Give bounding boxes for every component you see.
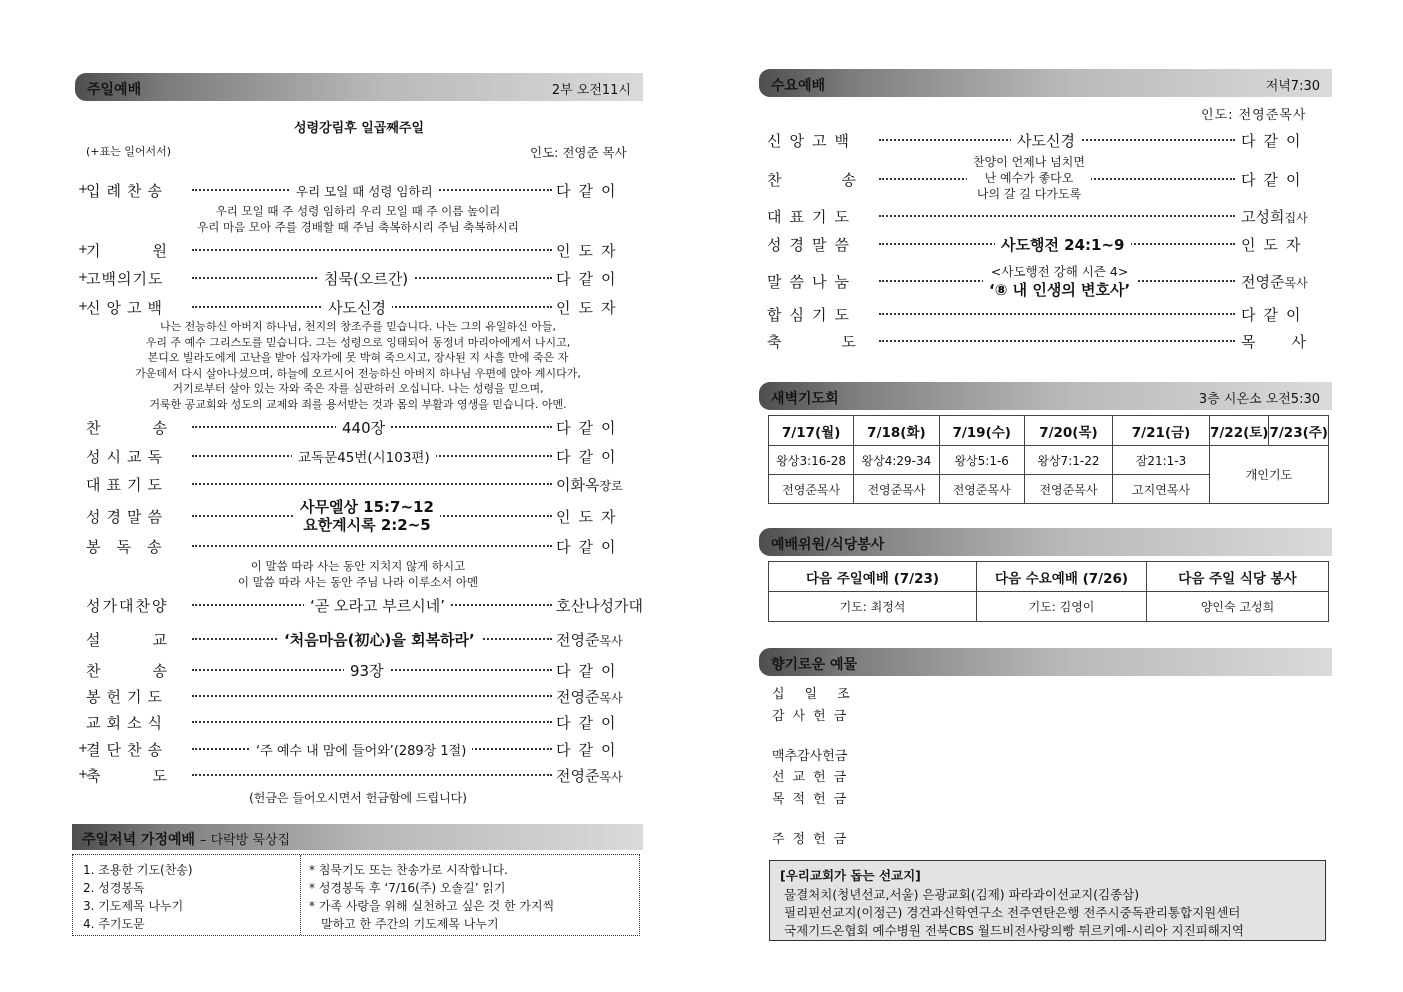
evening-instruction: * 가족 사랑을 위해 실천하고 싶은 것 한 가지씩 xyxy=(309,899,555,913)
performer-name: 이화옥 xyxy=(556,476,600,494)
dawn-passage: 왕상7:1-22 xyxy=(1024,446,1112,475)
order-label: 봉독송 xyxy=(86,538,178,556)
order-performer: 인도자 xyxy=(1241,236,1309,254)
order-detail: 93장 xyxy=(344,660,390,681)
order-performer xyxy=(556,629,623,650)
stand-mark: + xyxy=(78,182,89,196)
evening-step: 4. 주기도문 xyxy=(83,917,145,931)
order-detail: 교독문45번(시103편) xyxy=(292,446,436,466)
order-performer: 다같이 xyxy=(556,662,624,680)
stand-note: (+표는 일어서서) xyxy=(86,145,172,158)
servants-value-row xyxy=(769,592,1329,622)
order-detail: 우리 모일 때 성령 임하리 xyxy=(290,182,439,200)
dawn-passage: 왕상4:29-34 xyxy=(854,446,939,475)
dawn-leader: 전영준목사 xyxy=(769,475,854,504)
creed-line: 거기로부터 살아 있는 자와 죽은 자를 심판하러 오십니다. 나는 성령을 믿으며, xyxy=(172,382,544,395)
right-page xyxy=(701,0,1402,992)
order-row-reading-response xyxy=(78,536,638,560)
order-detail: 침묵(오르간) xyxy=(318,268,414,289)
sermon-series: <사도행전 강해 시즌 4> xyxy=(990,264,1129,279)
order-performer: 다같이 xyxy=(1241,306,1309,324)
offering-header-bar xyxy=(759,648,1332,676)
dawn-title: 새벽기도회 xyxy=(771,391,839,407)
reading-response-lyrics xyxy=(78,559,638,590)
order-label: 교회소식 xyxy=(86,714,168,732)
creed-line: 가운데서 다시 살아나셨으며, 하늘에 오르시어 전능하신 아버지 하나님 우편에 앉아 계시다가, xyxy=(135,366,581,380)
performer-title: 목사 xyxy=(599,634,623,648)
sunday-leader: 인도: 전영준 목사 xyxy=(530,145,627,160)
wednesday-time: 저녁7:30 xyxy=(1265,79,1320,94)
performer-name: 전영준 xyxy=(556,631,600,649)
order-detail: ‘주 예수 내 맘에 들어와’(289장 1절) xyxy=(250,740,472,759)
stand-mark: + xyxy=(78,767,89,781)
servants-header-bar xyxy=(759,528,1332,556)
dawn-passage: 왕상5:1-6 xyxy=(939,446,1024,475)
offering-item: 맥추감사헌금 xyxy=(772,749,848,764)
left-page xyxy=(0,0,701,992)
performer-name: 전영준 xyxy=(1241,273,1285,291)
order-performer: 인도자 xyxy=(556,242,624,260)
dawn-day: 7/17(월) xyxy=(769,416,854,446)
order-row-representative-prayer xyxy=(78,474,638,498)
dawn-leader: 전영준목사 xyxy=(1024,475,1112,504)
entrance-lyrics xyxy=(78,204,638,235)
order-performer: 호산나성가대 xyxy=(556,597,643,615)
offering-item: 십일조 xyxy=(772,687,870,702)
lyrics-line: 우리 마음 모아 주를 경배할 때 주님 축복하시리 주님 축복하시리 xyxy=(197,219,519,234)
wed-row-prayer xyxy=(763,206,1323,230)
dawn-time: 3층 시온소 오전5:30 xyxy=(1198,392,1320,407)
lyrics-line: 이 말씀 따라 사는 동안 주님 나라 이루소서 아멘 xyxy=(237,574,479,589)
order-row-entrance-hymn xyxy=(78,180,638,204)
order-row-hymn-1 xyxy=(78,417,638,441)
performer-title: 장로 xyxy=(599,479,623,493)
offering-item: 선교헌금 xyxy=(772,770,855,785)
scripture-passage: 사도행전 24:1~9 xyxy=(995,234,1131,255)
order-label: 성시교독 xyxy=(86,448,168,466)
stand-mark: + xyxy=(78,299,89,313)
leader-dots xyxy=(879,306,1235,315)
order-performer: 다같이 xyxy=(556,419,624,437)
dawn-leader: 전영준목사 xyxy=(854,475,939,504)
order-label: 말씀나눔 xyxy=(767,273,857,291)
servants-column-header: 다음 주일 식당 봉사 xyxy=(1147,562,1329,592)
dawn-day: 7/22(토) xyxy=(1209,416,1269,446)
evening-title: 주일저녁 가정예배 xyxy=(82,832,196,848)
order-performer xyxy=(1241,206,1308,227)
order-label: 봉헌기도 xyxy=(86,688,168,706)
sermon-title: ‘⑧ 내 인생의 변호사’ xyxy=(989,281,1131,299)
wednesday-title: 수요예배 xyxy=(771,78,826,94)
sunday-title: 주일예배 xyxy=(87,82,142,98)
order-performer: 다같이 xyxy=(1241,171,1309,189)
dawn-leader: 전영준목사 xyxy=(939,475,1024,504)
order-label: 대표기도 xyxy=(86,476,168,494)
order-label: 찬송 xyxy=(86,419,219,437)
order-label: 성가대찬양 xyxy=(86,597,169,615)
sunday-time: 2부 오전11시 xyxy=(551,83,631,98)
leader-dots xyxy=(192,242,552,251)
order-label: 신앙고백 xyxy=(86,299,168,317)
order-performer: 다같이 xyxy=(556,741,624,759)
scripture-passage: 요한계시록 2:2~5 xyxy=(303,516,431,534)
order-label: 기원 xyxy=(86,242,219,260)
performer-title: 목사 xyxy=(599,691,623,705)
lyrics-line: 우리 모일 때 주 성령 임하리 우리 모일 때 주 이름 높이리 xyxy=(215,204,501,218)
offering-note: (헌금은 들어오시면서 헌금함에 드립니다) xyxy=(249,791,467,805)
evening-steps xyxy=(83,861,193,933)
order-row-scripture xyxy=(78,498,638,534)
order-performer: 목사 xyxy=(1241,333,1342,351)
scripture-passages xyxy=(294,498,440,534)
creed-line: 나는 전능하신 아버지 하나님, 천지의 창조주를 믿습니다. 나는 그의 유일하신 아들, xyxy=(159,320,557,333)
evening-instructions xyxy=(309,861,554,933)
order-label: 성경말씀 xyxy=(86,508,168,526)
servants-table xyxy=(768,561,1329,622)
leader-dots xyxy=(192,538,552,547)
order-detail: 440장 xyxy=(336,417,391,438)
offering-item: 목적헌금 xyxy=(772,792,855,807)
order-label: 설교 xyxy=(86,631,219,649)
box-divider xyxy=(300,855,301,935)
evening-instruction: 말하고 한 주간의 기도제목 나누기 xyxy=(321,917,499,931)
order-performer: 다같이 xyxy=(1241,132,1309,150)
wed-row-benediction xyxy=(763,331,1342,355)
order-label: 고백의기도 xyxy=(86,270,164,288)
wed-hymn-list xyxy=(967,154,1091,202)
order-performer xyxy=(556,474,623,495)
order-detail: ‘곧 오라고 부르시네’ xyxy=(304,595,451,616)
order-row-offering-prayer xyxy=(78,686,638,710)
lyrics-line: 이 말씀 따라 사는 동안 지치지 않게 하시고 xyxy=(250,559,466,573)
dawn-passage: 왕상3:16-28 xyxy=(769,446,854,475)
servants-title: 예배위원/식당봉사 xyxy=(771,537,885,553)
order-label: 입례찬송 xyxy=(86,182,168,200)
dawn-day: 7/23(주) xyxy=(1269,416,1329,446)
order-row-responsive-reading xyxy=(78,446,638,470)
servant-assignment: 양인숙 고성희 xyxy=(1147,592,1329,622)
performer-name: 고성희 xyxy=(1241,208,1285,226)
order-label: 찬송 xyxy=(86,662,219,680)
evening-subtitle: – 다락방 묵상집 xyxy=(199,833,291,848)
performer-name: 전영준 xyxy=(556,688,600,706)
leader-dots xyxy=(192,714,552,723)
leader-dots xyxy=(192,688,552,697)
order-label: 성경말씀 xyxy=(767,236,857,254)
wednesday-header-bar xyxy=(759,69,1332,97)
order-row-commitment-hymn xyxy=(78,739,638,763)
order-performer: 다같이 xyxy=(556,714,624,732)
stand-mark: + xyxy=(78,270,89,284)
leader-dots xyxy=(192,767,552,776)
order-row-invocation xyxy=(78,240,638,264)
order-performer xyxy=(556,686,623,707)
order-performer: 다같이 xyxy=(556,538,624,556)
evening-instruction: * 성경봉독 후 ‘7/16(주) 오솔길’ 읽기 xyxy=(309,881,506,895)
wed-row-hymn xyxy=(763,155,1323,201)
performer-title: 목사 xyxy=(1284,276,1308,290)
creed-line: 거룩한 공교회와 성도의 교제와 죄를 용서받는 것과 몸의 부활과 영생을 믿습니다. 아멘. xyxy=(149,397,567,411)
apostles-creed-text xyxy=(78,319,638,412)
wed-row-creed xyxy=(763,130,1323,154)
missions-title: [우리교회가 돕는 선교지] xyxy=(780,868,921,883)
dawn-day: 7/18(화) xyxy=(854,416,939,446)
order-label: 신앙고백 xyxy=(767,132,857,150)
evening-instruction: * 침묵기도 또는 찬송가로 시작합니다. xyxy=(309,863,508,877)
wed-row-united-prayer xyxy=(763,304,1323,328)
stand-mark: + xyxy=(78,242,89,256)
order-label: 결단찬송 xyxy=(86,741,168,759)
dawn-day: 7/21(금) xyxy=(1113,416,1210,446)
order-row-announcements xyxy=(78,712,638,736)
missions-line: 필리핀선교지(이정근) 경건과신학연구소 전주연탄은행 전주시중독관리통합지원센터 xyxy=(784,905,1241,920)
order-performer xyxy=(1241,271,1308,292)
servants-column-header: 다음 주일예배 (7/23) xyxy=(769,562,977,592)
servants-header-row xyxy=(769,562,1329,592)
order-label: 축도 xyxy=(86,767,219,785)
evening-step: 2. 성경봉독 xyxy=(83,881,145,895)
sermon-title: ‘처음마음(初心)을 회복하라’ xyxy=(278,629,481,650)
dawn-header-bar xyxy=(759,382,1332,410)
order-detail: 사도신경 xyxy=(1011,130,1081,151)
servant-assignment: 기도: 최정석 xyxy=(769,592,977,622)
order-performer: 다같이 xyxy=(556,270,624,288)
wed-row-scripture xyxy=(763,234,1323,258)
leader-dots xyxy=(879,333,1235,342)
order-row-hymn-2 xyxy=(78,660,638,684)
wednesday-leader: 인도: 전영준목사 xyxy=(1201,108,1307,123)
missions-line: 국제기드온협회 예수병원 전북CBS 월드비전사랑의빵 튀르키예-시리아 지진피해지역 xyxy=(784,923,1244,938)
evening-title-wrap xyxy=(82,829,290,849)
wed-row-sharing xyxy=(763,264,1323,299)
leader-dots xyxy=(192,476,552,485)
hymn-title: 찬양이 언제나 넘치면 xyxy=(973,155,1085,169)
order-label: 찬송 xyxy=(767,171,916,189)
order-performer: 인도자 xyxy=(556,299,624,317)
evening-step: 1. 조용한 기도(찬송) xyxy=(83,863,193,877)
sunday-subtitle: 성령강림후 일곱째주일 xyxy=(293,121,425,136)
order-row-confession xyxy=(78,268,638,292)
order-label: 축도 xyxy=(767,333,916,351)
order-label: 합심기도 xyxy=(767,306,857,324)
order-row-creed xyxy=(78,297,638,321)
dawn-personal-prayer: 개인기도 xyxy=(1209,446,1328,504)
scripture-passage: 사무엘상 15:7~12 xyxy=(300,498,434,516)
wed-sermon xyxy=(983,263,1136,299)
hymn-title: 나의 갈 길 다가도록 xyxy=(976,187,1082,201)
servants-column-header: 다음 수요예배 (7/26) xyxy=(977,562,1147,592)
order-label: 대표기도 xyxy=(767,208,857,226)
creed-line: 본디오 빌라도에게 고난을 받아 십자가에 못 박혀 죽으시고, 장사된 지 사흘 만에 죽은 자 xyxy=(147,351,569,364)
dawn-day: 7/19(수) xyxy=(939,416,1024,446)
order-row-sermon xyxy=(78,629,638,653)
offering-item: 주정헌금 xyxy=(772,832,855,847)
evening-step: 3. 기도제목 나누기 xyxy=(83,899,184,913)
order-performer: 다같이 xyxy=(556,182,624,200)
dawn-leader: 고지연목사 xyxy=(1113,475,1210,504)
evening-guide-box xyxy=(72,854,640,936)
performer-name: 전영준 xyxy=(556,767,600,785)
servant-assignment: 기도: 김영이 xyxy=(977,592,1147,622)
leader-dots xyxy=(879,208,1235,217)
offering-item: 감사헌금 xyxy=(772,709,855,724)
dawn-header-row xyxy=(769,416,1329,446)
order-row-choir xyxy=(78,595,643,619)
missions-line: 물결처치(청년선교,서울) 은광교회(김제) 파라과이선교지(김종삼) xyxy=(784,887,1140,902)
missions-box xyxy=(769,860,1326,941)
dawn-passage-row xyxy=(769,446,1329,475)
dawn-schedule-table xyxy=(768,415,1329,504)
offering-title: 향기로운 예물 xyxy=(771,657,858,673)
order-row-benediction xyxy=(78,765,638,789)
order-performer xyxy=(556,765,623,786)
order-detail: 사도신경 xyxy=(322,297,392,318)
sunday-header-bar xyxy=(75,73,643,101)
creed-line: 우리 주 예수 그리스도를 믿습니다. 그는 성령으로 잉태되어 동정녀 마리아에게서 나시고, xyxy=(145,335,571,349)
evening-header-bar xyxy=(72,824,643,850)
stand-mark: + xyxy=(78,741,89,755)
dawn-day: 7/20(목) xyxy=(1024,416,1112,446)
performer-title: 집사 xyxy=(1284,211,1308,225)
order-performer: 인도자 xyxy=(556,508,624,526)
order-performer: 다같이 xyxy=(556,448,624,466)
performer-title: 목사 xyxy=(599,770,623,784)
dawn-passage: 잠21:1-3 xyxy=(1113,446,1210,475)
hymn-title: 난 예수가 좋다오 xyxy=(984,171,1074,185)
